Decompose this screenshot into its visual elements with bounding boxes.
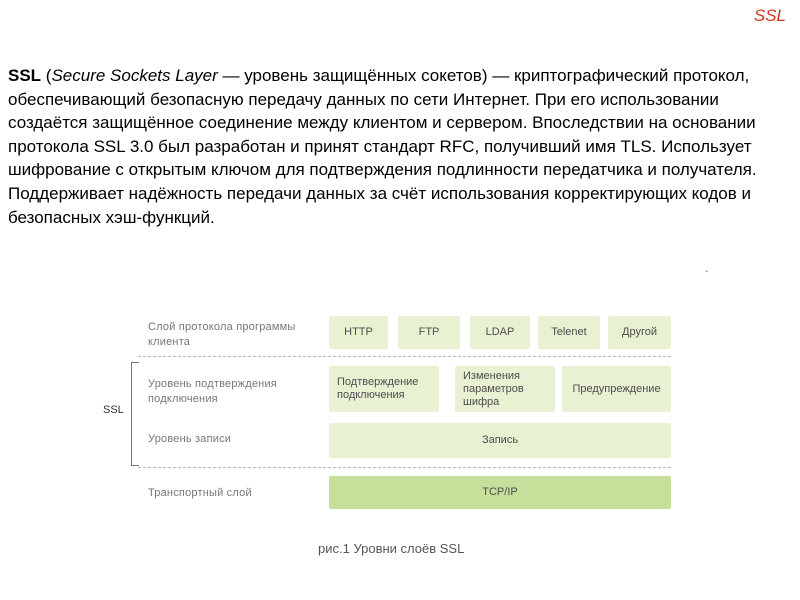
intro-open-paren: ( (41, 66, 52, 85)
layer-label-transport: Транспортный слой (148, 487, 252, 499)
protocol-box-other: Другой (608, 316, 671, 349)
record-box: Запись (329, 423, 671, 458)
layer-label-handshake: Уровень подтверждения подключения (148, 378, 277, 405)
layer-label-client: Слой протокола программы клиента (148, 321, 296, 348)
separator-line (138, 356, 671, 357)
ssl-bracket-label: SSL (103, 404, 124, 416)
ssl-bracket (131, 362, 139, 466)
handshake-box-alert: Предупреждение (562, 366, 671, 412)
stray-mark: - (705, 266, 709, 277)
intro-rest: — уровень защищённых сокетов) — криптографический протокол, обеспечивающий безопасную передачу данных по сети Интернет. При его использовании создаётся защищённое соединение между клиентом и сервером. Впоследствии на основании протокола SSL 3.0 был разработан и принят стандарт RFC, получивший имя TLS. Использует шифрование с открытым ключом для подтверждения подлинности передатчика и получателя. Поддерживает надёжность передачи данных за счёт использования корректирующих кодов и безопасных хэш-функций. (8, 66, 757, 227)
separator-line (138, 467, 671, 468)
protocol-box-telenet: Telenet (538, 316, 600, 349)
intro-abbr: SSL (8, 66, 42, 85)
protocol-box-ftp: FTP (398, 316, 460, 349)
layer-label-record: Уровень записи (148, 433, 232, 445)
transport-box: TCP/IP (329, 476, 671, 509)
slide-title: SSL (753, 6, 786, 25)
handshake-box-cipher-change: Изменения параметров шифра (455, 366, 555, 412)
protocol-box-ldap: LDAP (470, 316, 530, 349)
intro-expansion: Secure Sockets Layer (51, 66, 218, 85)
figure-caption: рис.1 Уровни слоёв SSL (318, 541, 465, 556)
protocol-box-http: HTTP (329, 316, 388, 349)
handshake-box-confirm: Подтверждение подключения (329, 366, 439, 412)
